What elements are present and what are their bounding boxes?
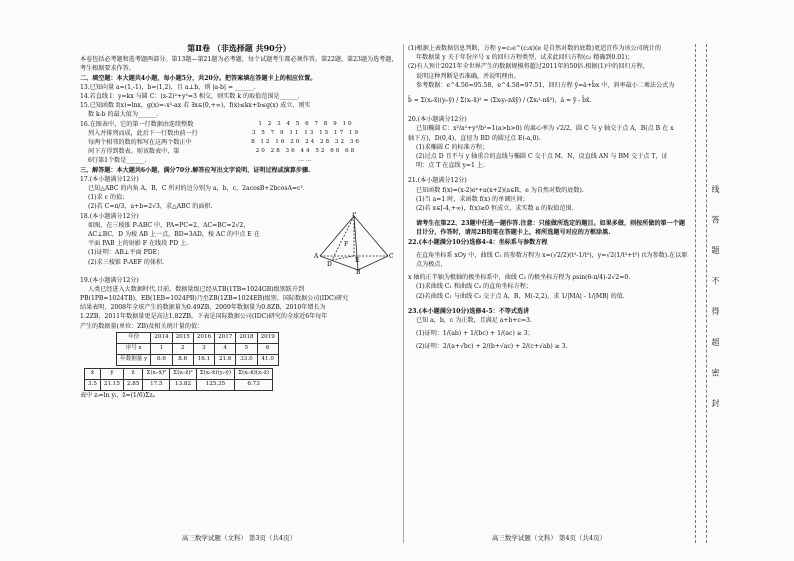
- section-title: 第Ⅱ卷 （非选择题 共90分）: [187, 44, 291, 53]
- table-cell: 2: [172, 343, 193, 354]
- question-20-line2: 轴下方)，D(0,4)，直径为 BD 的圆过点 E(-a,0).: [408, 134, 541, 142]
- number-row: 8 12 16 20 24 28 32 36: [251, 139, 361, 146]
- question-20-part2: (2)过点 D 且不与 y 轴重合的直线与椭圆 C 交于点 M，N，设直线 AN 与 BM 交于点 T，证: [416, 153, 668, 161]
- table-cell: 6: [257, 343, 278, 354]
- question-22: 在直角坐标系 xOy 中，曲线 C₁ 的参数方程为 x=(√2/2)(t²-1/t²)，y=√2(1/t²+t²) (t为参数).在以原点为极点，: [416, 251, 688, 269]
- table-row: [117, 354, 279, 365]
- table-cell: 2015: [172, 332, 193, 343]
- number-row: 1 2 3 4 5 6 7 8 9 10: [258, 120, 354, 127]
- question-17: 已知△ABC 的内角 A，B，C 所对的边分别为 a，b，c，2acosB+2bcosA=c².: [88, 185, 305, 193]
- table-row: [117, 343, 279, 354]
- question-20-part2-cont: 明：点 T 在直线 y=1 上.: [416, 162, 485, 170]
- page-footer-left: 高三数学试题（文科） 第3页（共4页）: [181, 533, 297, 542]
- number-row: 3 5 7 9 11 13 15 17 19: [251, 129, 361, 136]
- left-page: [80, 44, 398, 543]
- table-cell: 2.85: [123, 379, 142, 390]
- table-cell: 2017: [215, 332, 236, 343]
- right-page: [408, 44, 690, 543]
- table-cell: ȳ: [100, 368, 123, 379]
- question-21-part1: (1)当 a=1 时，求函数 f(x) 的单调区间；: [416, 195, 529, 203]
- table-cell: 33.0: [236, 354, 257, 365]
- table-row: [85, 368, 273, 379]
- label-C: C: [389, 252, 394, 260]
- table-row: [85, 379, 273, 390]
- question-19: 人类已经进入大数据时代.目前，数据量级已经从TB(1TB=1024GB)级别跃升到: [88, 285, 305, 293]
- question-21-head: 21.(本小题满分12分): [408, 177, 467, 185]
- question-17-part1: (1)求 c 的值；: [88, 194, 129, 202]
- label-B: B: [356, 268, 361, 274]
- table-cell: 2019: [257, 332, 278, 343]
- table-cell: 4: [215, 343, 236, 354]
- question-13: 13.已知向量 a=(1,-1)，b=(1,2)，且 a⊥b，则 |a-b| = ______.: [80, 83, 256, 91]
- table-cell: 6.6: [151, 354, 172, 365]
- question-19-part2: (2)有人预计2021年全世界产生的数据规模将超过2011年的50倍.根据(1)中的回归方程，: [408, 63, 649, 71]
- table-note: 表中 zᵢ=ln yᵢ，z̄=(1/6)Σzᵢ.: [80, 391, 156, 399]
- question-19-part2-cont: 说明这种判断是否准确，并说明理由。: [416, 72, 520, 80]
- table-row: [117, 332, 279, 343]
- solve-header: 三、解答题：本大题共6小题，满分70分.解答应写出文字说明、证明过程或演算步骤.: [80, 166, 311, 174]
- table-cell: Σ(xᵢ-x̄)²: [143, 368, 170, 379]
- table-cell: 41.0: [257, 354, 278, 365]
- question-16-line2: 列入并排列而成，此后下一行数由前一行: [88, 129, 198, 137]
- statistics-table: [84, 368, 273, 391]
- question-21: 已知函数 f(x)=(x-2)eˣ+a(x+2)(a∈R，e 为自然对数的底数).: [416, 186, 584, 194]
- table-cell: 5: [236, 343, 257, 354]
- question-19-part1: (1)根据上表数据信息判断，方程 y=c₁e^(c₂x)(e 是自然对数的底数)更适宜作为该公司统计的: [408, 45, 662, 52]
- question-23-part1: (1)证明：1/(ab) + 1/(bc) + 1/(ac) ≥ 3；: [416, 330, 534, 338]
- label-D: D: [327, 260, 332, 268]
- question-22-part1: (1)求曲线 C₁ 和曲线 C₂ 的直角坐标方程；: [416, 283, 532, 291]
- question-16-block: [80, 120, 398, 166]
- question-17-head: 17.(本小题满分12分): [80, 175, 139, 183]
- question-20-head: 20.(本小题满分12分): [408, 116, 467, 124]
- question-18-block: [80, 212, 398, 276]
- question-22-head: 22.(本小题满分10分)选修4-4：坐标系与参数方程: [408, 238, 548, 246]
- number-row: ……: [298, 157, 314, 164]
- question-15-cont: 数 k-b 的最大值为______.: [88, 111, 159, 119]
- table-cell: 6.73: [235, 379, 273, 390]
- table-cell: x̄: [85, 368, 101, 379]
- fill-blank-header: 二、填空题：本大题共4小题，每小题5分，共20分。把答案填在答题卡上的相应位置。: [80, 74, 317, 82]
- table-cell: 年数据量 y: [117, 354, 151, 365]
- reference-data: 参考数据：e^4.56≈95.58，e^4.58≈97.51，回归方程 ŷ=â+b̂x 中，斜率最小二乘法公式为: [416, 81, 675, 89]
- table-cell: 17.5: [143, 379, 170, 390]
- label-A: A: [314, 252, 319, 260]
- question-18: 如图，在三棱锥 P-ABC 中，PA=PC=2，AC=BC=2√2，: [88, 221, 250, 229]
- question-16-line4: 间下方得到数表。则该数表中，第: [88, 148, 180, 156]
- question-22-line2: x 轴的正半轴为极轴的极坐标系中，曲线 C₂ 的极坐标方程为 ρsin(θ-π/4)-2√2=0.: [408, 274, 631, 282]
- question-18-line2: AC⊥BC，D 为棱 AB 上一点，BD=3AD，棱 AC 的中点 E 在: [88, 231, 260, 239]
- regression-formula: b̂ = Σ(xᵢ-x̄)(yᵢ-ȳ) / Σ(xᵢ-x̄)² = (Σxᵢyᵢ-nx̄ȳ) / (Σxᵢ²-nx̄²)，â = ȳ - b̂x̄.: [408, 97, 592, 105]
- label-P: P: [352, 211, 357, 218]
- question-18-part2: (2)求三棱锥 P-AEF 的体积.: [88, 258, 165, 266]
- table-cell: 3.5: [85, 379, 101, 390]
- table-cell: 2014: [151, 332, 172, 343]
- seal-line-left: [695, 44, 696, 543]
- question-19-part1-cont: 年数据量 y 关于年份序号 x 的回归方程类型，试求此回归方程(c₂ 精确到0.01)；: [416, 54, 634, 62]
- number-row: 20 28 36 44 52 60 68: [255, 148, 357, 155]
- table-cell: Σ(zᵢ-z̄)²: [170, 368, 196, 379]
- page-footer-right: 高三数学试题（文科） 第4页（共4页）: [491, 533, 607, 542]
- question-19-line3: 结果表明，2008年全球产生的数据量为0.49ZB，2009年数据量为0.8ZB，2010年增长为: [80, 304, 326, 312]
- table-cell: 21.6: [215, 354, 236, 365]
- question-21-part2: (2)若 x∈[-4,+∞)，f(x)≥0 恒成立，求实数 a 的取值范围.: [416, 205, 574, 213]
- table-cell: 125.35: [196, 379, 234, 390]
- question-18-part1: (1)证明：AB⊥平面 PDE；: [88, 249, 164, 257]
- table-cell: 2016: [193, 332, 214, 343]
- table-cell: 16.1: [193, 354, 214, 365]
- question-14: 14.若直线 l：y=kx 与圆 C：(x-2)²+y²=3 相交，则实数 k 的取值范围是______.: [80, 93, 300, 101]
- question-16: 16.在图表中，它的第一行数据由连续整数: [80, 120, 194, 128]
- table-cell: 3: [193, 343, 214, 354]
- table-cell: Σ(xᵢ-x̄)(yᵢ-ȳ): [196, 368, 234, 379]
- table-cell: Σ(xᵢ-x̄)(zᵢ-z̄): [235, 368, 273, 379]
- question-23-head: 23.(本小题满分10分)选修4-5：不等式选讲: [408, 307, 530, 315]
- question-15: 15.已知函数 f(x)=lnx，g(x)=-x²-ax 若 ∃x∈(0,+∞)，f(x)≤kx+b≤g(x) 成立，则实: [80, 102, 311, 110]
- question-19-line2: PB(1PB=1024TB)，EB(1EB=1024PB)乃至ZB(1ZB=1024EB)级别。国际数据公司(IDC)研究: [80, 295, 349, 303]
- question-23: 已知 a，b，c 为正数，且满足 a+b+c=3.: [416, 317, 532, 325]
- label-E: E: [355, 256, 360, 264]
- question-20-part1: (1)求椭圆 C 的标准方程；: [416, 143, 489, 151]
- table-cell: 年份: [117, 332, 151, 343]
- number-table: [214, 120, 398, 166]
- table-cell: 1: [151, 343, 172, 354]
- question-18-line3: 平面 PAB 上的射影 F 在线段 PD 上.: [88, 240, 189, 248]
- table-cell: 2018: [236, 332, 257, 343]
- table-cell: 13.82: [170, 379, 196, 390]
- question-19-head: 19.(本小题满分12分): [80, 276, 139, 284]
- table-cell: 序号 x: [117, 343, 151, 354]
- question-19-line5: 产生的数据量(单位：ZB)及相关统计量的值：: [80, 322, 204, 330]
- page-divider: [403, 44, 404, 543]
- table-cell: 8.6: [172, 354, 193, 365]
- question-22-part2: (2)若曲线 C₁ 与曲线 C₂ 交于点 A，B，M(-2,2)，求 1/|MA| - 1/|MB| 的值.: [416, 292, 625, 300]
- question-17-part2: (2)若 C=π/3，a+b=2√3，求△ABC 的面积.: [88, 203, 213, 211]
- table-cell: 21.15: [100, 379, 123, 390]
- question-16-line3: 每两个相邻的数的和写在这两个数正中: [88, 139, 192, 147]
- question-19-line4: 1.2ZB，2011年数据量更是高达1.82ZB。下表是国际数据公司(IDC)研究的全球近6年每年: [80, 313, 328, 321]
- table-cell: z̄: [123, 368, 142, 379]
- seal-margin-text: 线 答 题 不 得 超 密 封: [711, 185, 720, 417]
- elective-notice: 请考生在第22、23题中任选一题作答.注意：只能做所选定的题目。如果多做，则按所做的第一个题目计分，作答时，请用2B铅笔在答题卡上，将所选题号对应的方框涂黑.: [416, 220, 685, 237]
- question-16-line5: 6行第1个数是______.: [88, 157, 147, 165]
- data-table-years: [116, 332, 279, 366]
- question-20: 已知椭圆 C：x²/a²+y²/b²=1(a>b>0) 的离心率为 √2/2，圆 C 与 y 轴交于点 A，B(点 B 在 x: [416, 125, 674, 133]
- question-18-head: 18.(本小题满分12分): [80, 212, 139, 220]
- label-F: F: [344, 240, 349, 248]
- pyramid-figure: [314, 212, 394, 274]
- intro-text: 本卷包括必考题和选考题两部分。第13题—第21题为必考题，每个试题考生都必须作答。第22题、第23题为选考题，考生根据要求作答。: [80, 56, 398, 73]
- question-23-part2: (2)证明：2/(a+√bc) + 2/(b+√ac) + 2/(c+√ab) ≥ 3.: [416, 343, 568, 351]
